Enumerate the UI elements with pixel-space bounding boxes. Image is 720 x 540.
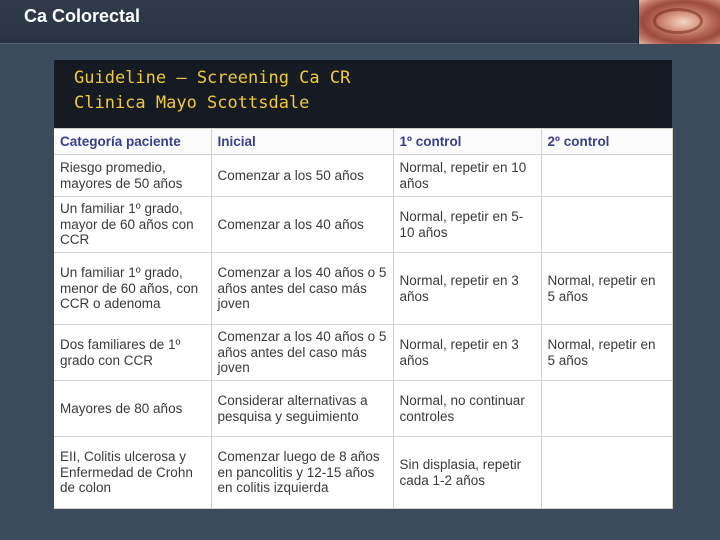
column-header: Inicial	[211, 129, 393, 155]
table-row	[54, 437, 672, 509]
table-cell: Normal, no continuar controles	[393, 381, 541, 437]
guideline-header	[54, 60, 672, 128]
table-row	[54, 381, 672, 437]
table-cell	[541, 155, 672, 197]
table-cell: Normal, repetir en 5-10 años	[393, 197, 541, 253]
table-row	[54, 325, 672, 381]
table-cell	[541, 437, 672, 509]
table-cell: Normal, repetir en 10 años	[393, 155, 541, 197]
guideline-panel	[54, 60, 672, 508]
table-row	[54, 155, 672, 197]
table-cell: Dos familiares de 1º grado con CCR	[54, 325, 211, 381]
table-cell: Comenzar luego de 8 años en pancolitis y 12-15 años en colitis izquierda	[211, 437, 393, 509]
colonoscopy-image-icon	[638, 0, 720, 44]
table-cell: Un familiar 1º grado, mayor de 60 años con CCR	[54, 197, 211, 253]
column-header: Categoría paciente	[54, 129, 211, 155]
table-cell: Un familiar 1º grado, menor de 60 años, con CCR o adenoma	[54, 253, 211, 325]
table-cell: Comenzar a los 40 años o 5 años antes del caso más joven	[211, 325, 393, 381]
guideline-source: Clinica Mayo Scottsdale	[74, 93, 310, 113]
table-cell	[541, 381, 672, 437]
table-cell: Normal, repetir en 5 años	[541, 253, 672, 325]
slide-title-bar	[0, 0, 720, 44]
table-cell: EII, Colitis ulcerosa y Enfermedad de Crohn de colon	[54, 437, 211, 509]
table-cell: Considerar alternativas a pesquisa y seguimiento	[211, 381, 393, 437]
table-cell: Comenzar a los 50 años	[211, 155, 393, 197]
slide-title: Ca Colorectal	[24, 6, 141, 26]
table-cell: Normal, repetir en 5 años	[541, 325, 672, 381]
table-row	[54, 253, 672, 325]
table-cell: Normal, repetir en 3 años	[393, 325, 541, 381]
column-header: 1º control	[393, 129, 541, 155]
table-cell: Mayores de 80 años	[54, 381, 211, 437]
table-cell: Riesgo promedio, mayores de 50 años	[54, 155, 211, 197]
guideline-title: Guideline – Screening Ca CR	[74, 68, 351, 88]
table-row	[54, 197, 672, 253]
column-header: 2º control	[541, 129, 672, 155]
table-cell: Comenzar a los 40 años	[211, 197, 393, 253]
table-cell: Sin displasia, repetir cada 1-2 años	[393, 437, 541, 509]
table-cell: Normal, repetir en 3 años	[393, 253, 541, 325]
table-cell: Comenzar a los 40 años o 5 años antes del caso más joven	[211, 253, 393, 325]
screening-table	[54, 128, 673, 509]
table-header-row	[54, 129, 672, 155]
table-cell	[541, 197, 672, 253]
